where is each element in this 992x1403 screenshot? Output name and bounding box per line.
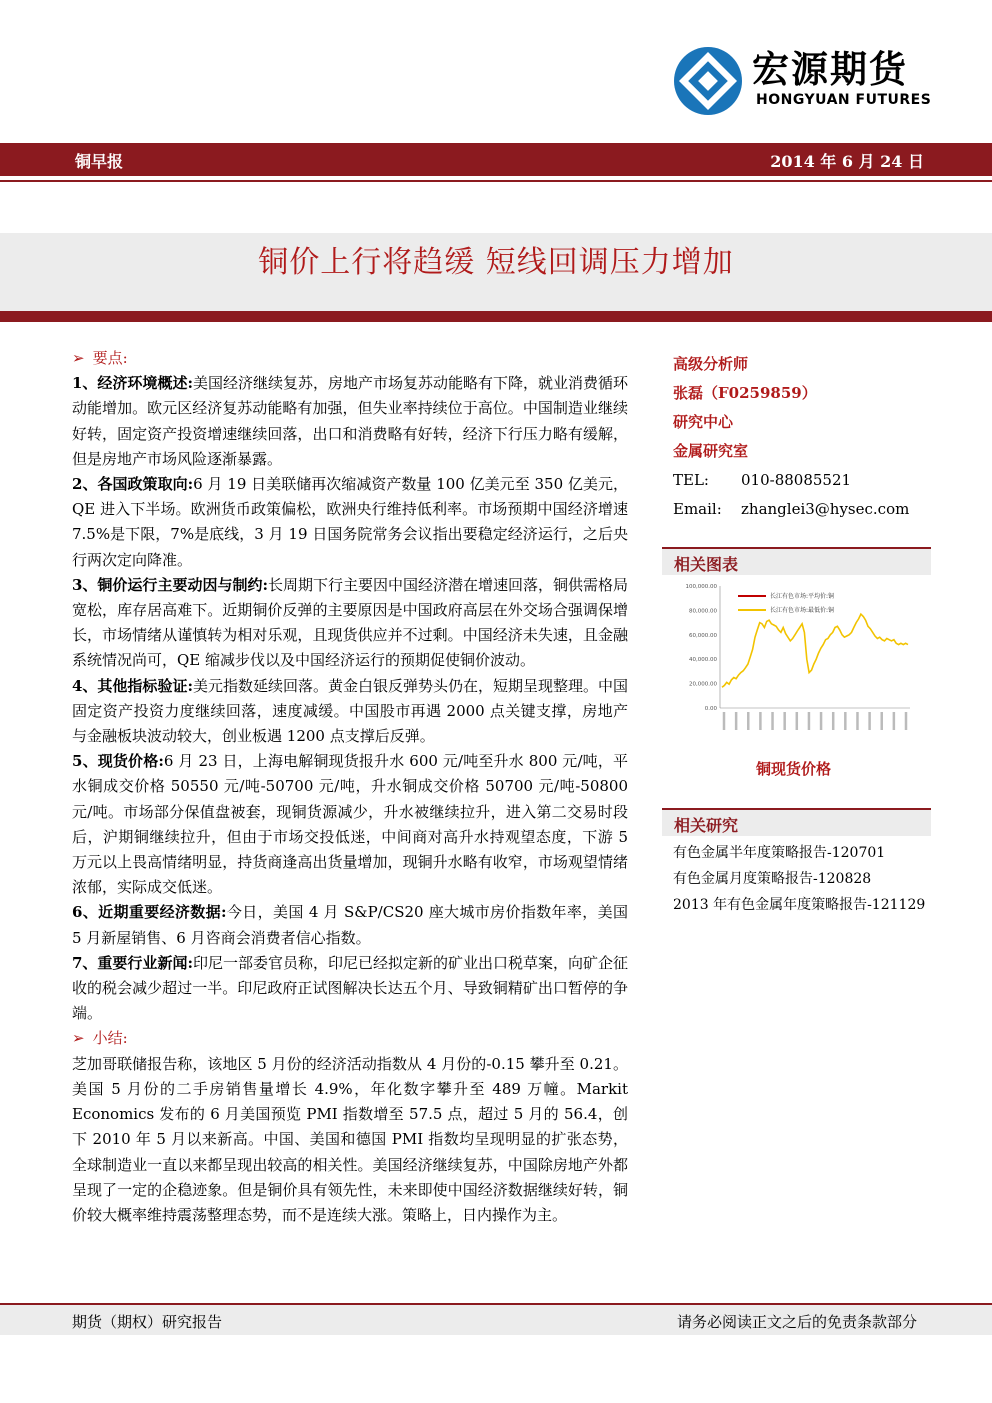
main-content [72,346,628,1228]
analyst-tel: TEL: 010-88085521 [673,471,852,489]
y-tick-label: 60,000.00 [689,632,717,639]
point-item: 6、近期重要经济数据:今日，美国 4 月 S&P/CS20 座大城市房价指数年率，美国 5 月新屋销售、6 月咨商会消费者信心指数。 [72,903,628,947]
summary-heading: ➢ 小结: [72,1029,128,1048]
research-item[interactable]: 2013 年有色金属年度策略报告-121129 [673,897,926,913]
legend-label: 长江有色市场:平均价:铜 [770,593,835,600]
copper-price-chart [676,580,916,748]
point-item: 4、其他指标验证:美元指数延续回落。黄金白银反弹势头仍在，短期呈现整理。中国固定资产投资力度继续回落，速度减缓。中国股市再遇 2000 点关键支撑，房地产与金融板块波动较大，创业板遇 1200 点支撑后反弹。 [72,676,628,746]
analyst-subdept: 金属研究室 [673,442,749,460]
research-item[interactable]: 有色金属月度策略报告-120828 [673,871,872,887]
related-charts-header: 相关图表 [662,547,931,575]
brand-name-cn: 宏源期货 [752,48,908,91]
analyst-info [673,350,909,524]
related-research-header: 相关研究 [662,808,931,836]
related-research-list [673,840,925,918]
footer-left: 期货（期权）研究报告 [72,1313,223,1331]
point-item: 3、铜价运行主要动因与制约:长周期下行主要因中国经济潜在增速回落，铜供需格局宽松，库存居高难下。近期铜价反弹的主要原因是中国政府高层在外交场合强调保增长，市场情绪从谨慎转为相对乐观，且现货供应并不过剩。中国经济未失速，且金融系统情况尚可，QE 缩减步伐以及中国经济运行的预期促使铜价波动。 [72,575,628,670]
y-tick-label: 40,000.00 [689,657,717,664]
summary-text: 芝加哥联储报告称，该地区 5 月份的经济活动指数从 4 月份的-0.15 攀升至 0.21。美国 5 月份的二手房销售量增长 4.9%，年化数字攀升至 489 万幢。Markit Economics 发布的 6 月美国预览 PMI 指数增至 57.5 点，超过 5 月的 56.4，创下 2010 年 5 月以来新高。中国、美国和德国 PMI 指数均呈现明显的扩张态势，全球制造业一直以来都呈现出较高的相关性。美国经济继续复苏，中国除房地产外都呈现了一定的企稳迹象。但是铜价具有领先性，未来即使中国经济数据继续好转，铜价较大概率维持震荡整理态势，而不是连续大涨。策略上，日内操作为主。 [72,1054,628,1224]
footer [0,1303,992,1335]
analyst-title: 高级分析师 [673,355,749,373]
y-tick-label: 0.00 [704,706,717,712]
analyst-name: 张磊（F0259859） [673,384,817,402]
brand-name-en: HONGYUAN FUTURES [756,92,932,108]
bullet-arrow-icon: ➢ [72,1029,85,1048]
y-tick-label: 80,000.00 [689,608,717,615]
series-line [722,614,908,687]
chart-caption: 铜现货价格 [756,760,832,778]
bullet-arrow-icon: ➢ [72,349,85,367]
point-item: 2、各国政策取向:6 月 19 日美联储再次缩减资产数量 100 亿美元至 350 亿美元，QE 进入下半场。欧洲货币政策偏松，欧洲央行维持低利率。市场预期中国经济增速 7.5%是下限，7%是底线，3 月 19 日国务院常务会议指出要稳定经济运行，之后央行两次定向降准。 [72,475,628,569]
analyst-email: Email: zhanglei3@hysec.com [673,500,910,518]
y-tick-label: 100,000.00 [685,584,717,590]
header-band [0,143,992,176]
analyst-dept: 研究中心 [673,413,734,431]
key-points-heading: ➢ 要点: [72,349,128,367]
research-item[interactable]: 有色金属半年度策略报告-120701 [673,845,886,861]
legend-label: 长江有色市场:最低价:铜 [770,607,835,614]
footer-disclaimer: 请务必阅读正文之后的免责条款部分 [676,1313,917,1331]
point-item: 7、重要行业新闻:印尼一部委官员称，印尼已经拟定新的矿业出口税草案，向矿企征收的税会减少超过一半。印尼政府正试图解决长达五个月、导致铜精矿出口暂停的争端。 [72,953,628,1023]
title-divider [0,311,992,322]
report-date: 2014 年 6 月 24 日 [770,152,924,171]
report-title: 铜价上行将趋缓 短线回调压力增加 [258,245,734,280]
point-item: 5、现货价格:6 月 23 日，上海电解铜现货报升水 600 元/吨至升水 800 元/吨，平水铜成交价格 50550 元/吨-50700 元/吨，升水铜成交价格 50700 元/吨-50800 元/吨。市场部分保值盘被套，现铜货源减少，升水被继续拉升，进入第二交易时段后，沪期铜继续拉升，但由于市场交投低迷，中间商对高升水持观望态度，下游 5 万元以上畏高情绪明显，持货商逢高出货量增加，现铜升水略有收窄，市场观望情绪浓郁，实际成交低迷。 [72,752,628,897]
report-type: 铜早报 [75,152,124,171]
point-item: 1、经济环境概述:美国经济继续复苏，房地产市场复苏动能略有下降，就业消费循环动能增加。欧元区经济复苏动能略有加强，但失业率持续位于高位。中国制造业继续好转，固定资产投资增速继续回落，出口和消费略有好转，经济下行压力略有缓解，但是房地产市场风险逐渐暴露。 [72,374,628,468]
company-logo [673,46,743,116]
y-tick-label: 20,000.00 [689,681,717,688]
header-divider [0,180,992,182]
